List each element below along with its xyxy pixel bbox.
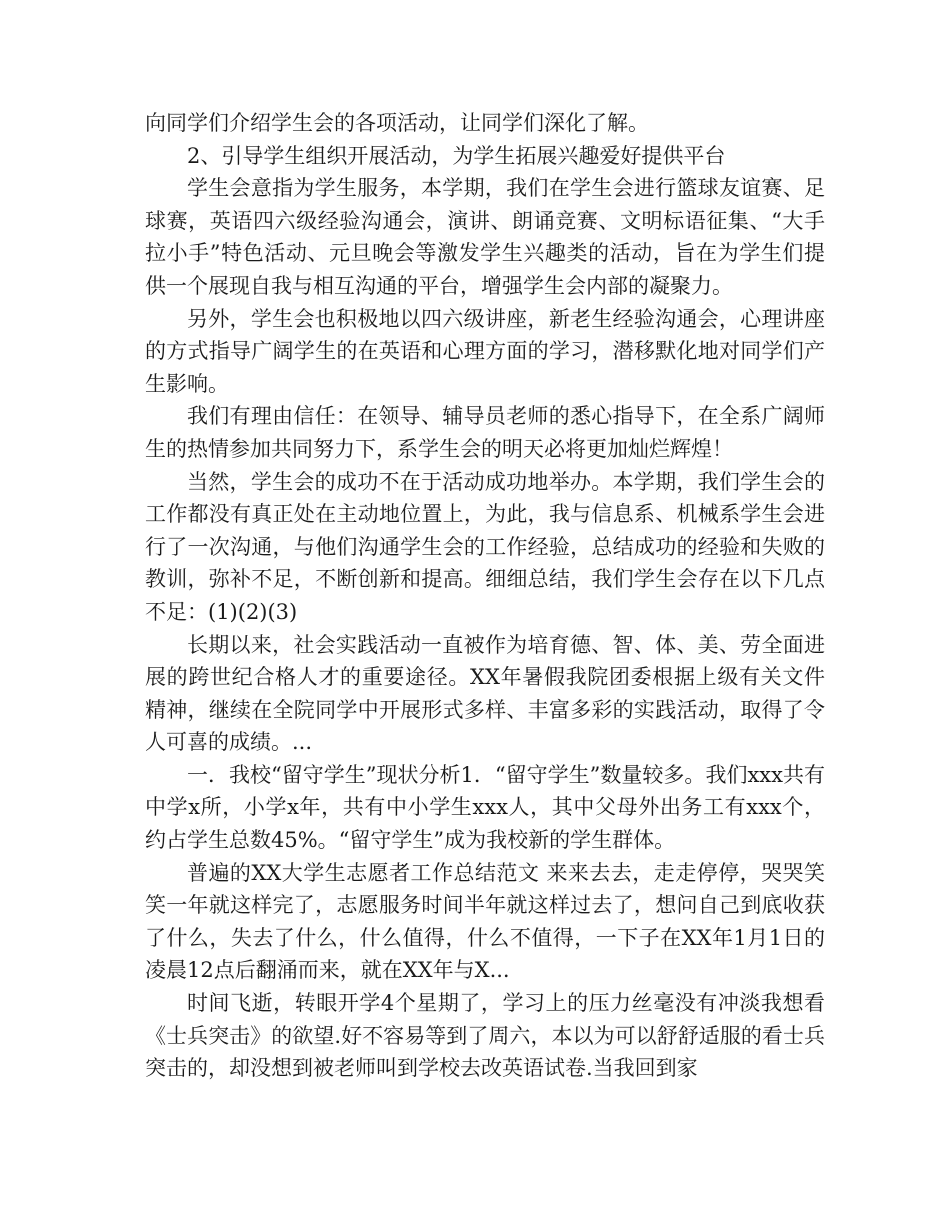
paragraph-shortcomings: 当然，学生会的成功不在于活动成功地举办。本学期，我们学生会的工作都没有真正处在主动地位置上，为此，我与信息系、机械系学生会进行了一次沟通，与他们沟通学生会的工作经验，总结成功的经验和失败的教训，弥补不足，不断创新和提高。细细总结，我们学生会存在以下几点不足：(1)(2)(3) xyxy=(145,469,825,624)
paragraph-left-behind-students: 一．我校“留守学生”现状分析1．“留守学生”数量较多。我们xxx共有中学x所，小学x年，共有中小学生xxx人，其中父母外出务工有xxx个，约占学生总数45%。“留守学生”成为我校新的学生群体。 xyxy=(145,762,825,853)
paragraph-activities: 学生会意指为学生服务，本学期，我们在学生会进行篮球友谊赛、足球赛，英语四六级经验沟通会，演讲、朗诵竞赛、文明标语征集、“大手拉小手”特色活动、元旦晚会等激发学生兴趣类的活动，旨在为学生们提供一个展现自我与相互沟通的平台，增强学生会内部的凝聚力。 xyxy=(145,176,825,298)
paragraph-social-practice: 长期以来，社会实践活动一直被作为培育德、智、体、美、劳全面进展的跨世纪合格人才的重要途径。XX年暑假我院团委根据上级有关文件精神，继续在全院同学中开展形式多样、丰富多彩的实践活动，取得了令人可喜的成绩。... xyxy=(145,632,825,755)
paragraph-time-flies: 时间飞逝，转眼开学4个星期了，学习上的压力丝毫没有冲淡我想看《士兵突击》的欲望.好不容易等到了周六，本以为可以舒舒适服的看士兵突击的，却没想到被老师叫到学校去改英语试卷.当我回到家 xyxy=(145,991,825,1081)
paragraph-heading-2: 2、引导学生组织开展活动，为学生拓展兴趣爱好提供平台 xyxy=(187,143,726,168)
document-body xyxy=(145,107,825,1085)
paragraph-continuation: 向同学们介绍学生会的各项活动，让同学们深化了解。 xyxy=(145,111,649,135)
paragraph-volunteer-summary: 普遍的XX大学生志愿者工作总结范文 来来去去，走走停停，哭哭笑笑一年就这样完了，志愿服务时间半年就这样过去了，想问自己到底收获了什么，失去了什么，什么值得，什么不值得，一下子在XX年1月1日的凌晨12点后翻涌而来，就在XX年与X... xyxy=(145,860,825,983)
paragraph-confidence: 我们有理由信任：在领导、辅导员老师的悉心指导下，在全系广阔师生的热情参加共同努力下，系学生会的明天必将更加灿烂辉煌！ xyxy=(145,404,825,461)
paragraph-lectures: 另外，学生会也积极地以四六级讲座，新老生经验沟通会，心理讲座的方式指导广阔学生的在英语和心理方面的学习，潜移默化地对同学们产生影响。 xyxy=(145,306,825,396)
